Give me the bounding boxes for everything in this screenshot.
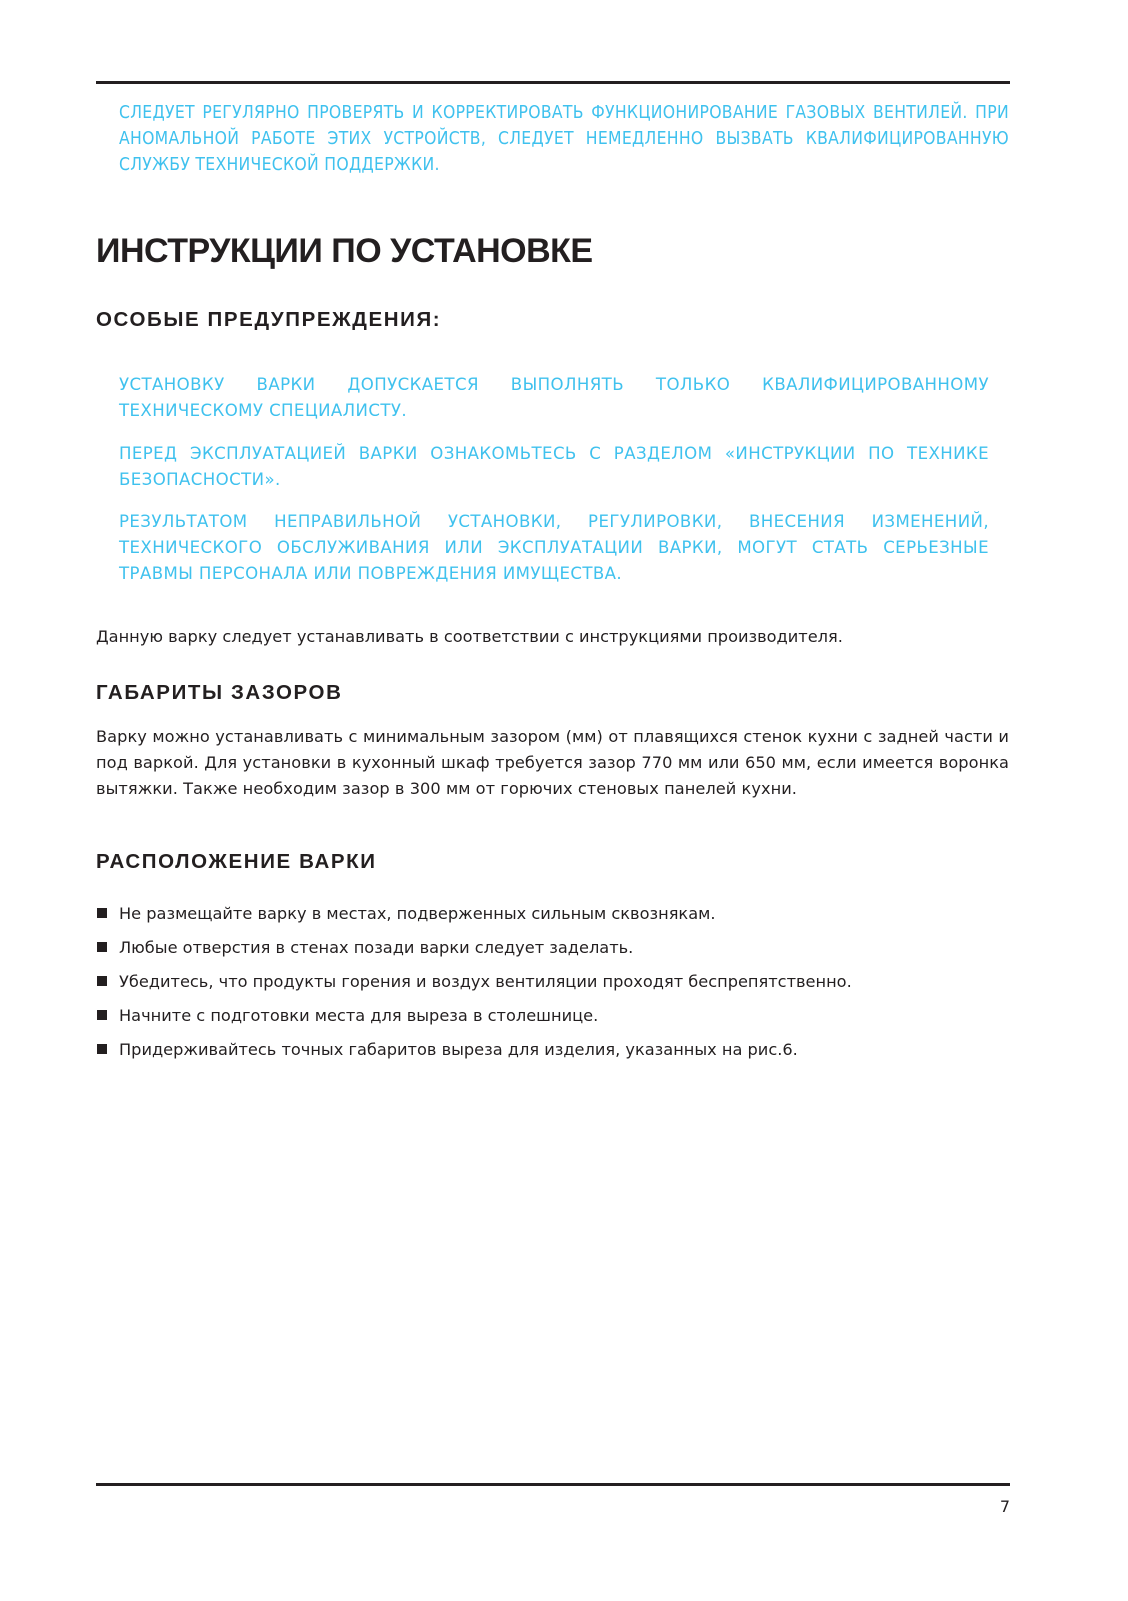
special-warning-item: РЕЗУЛЬТАТОМ НЕПРАВИЛЬНОЙ УСТАНОВКИ, РЕГУЛИРОВКИ, ВНЕСЕНИЯ ИЗМЕНЕНИЙ, ТЕХНИЧЕСКОГО ОБСЛУЖИВАНИЯ ИЛИ ЭКСПЛУАТАЦИИ ВАРКИ, МОГУТ СТАТЬ СЕРЬЕЗНЫЕ ТРАВМЫ ПЕРСОНАЛА ИЛИ ПОВРЕЖДЕНИЯ ИМУЩЕСТВА. — [119, 512, 989, 583]
list-item-text: Придерживайтесь точных габаритов выреза для изделия, указанных на рис.6. — [119, 1039, 798, 1059]
list-item — [96, 1032, 996, 1066]
square-bullet-icon — [97, 942, 107, 952]
square-bullet-icon — [97, 976, 107, 986]
placement-heading: РАСПОЛОЖЕНИЕ ВАРКИ — [96, 850, 377, 873]
clearance-heading: ГАБАРИТЫ ЗАЗОРОВ — [96, 681, 343, 704]
bottom-divider — [96, 1483, 1010, 1486]
list-item-text: Любые отверстия в стенах позади варки следует заделать. — [119, 937, 634, 957]
square-bullet-icon — [97, 1010, 107, 1020]
square-bullet-icon — [97, 908, 107, 918]
placement-bullet-list — [96, 896, 996, 1066]
list-item — [96, 998, 996, 1032]
list-item-text: Начните с подготовки места для выреза в столешнице. — [119, 1005, 599, 1025]
clearance-paragraph: Варку можно устанавливать с минимальным зазором (мм) от плавящихся стенок кухни с задней части и под варкой. Для установки в кухонный шкаф требуется зазор 770 мм или 650 мм, если имеется воронка вытяжки. Также необходим зазор в 300 мм от горючих стеновых панелей кухни. — [96, 727, 1009, 798]
special-warnings-heading: ОСОБЫЕ ПРЕДУПРЕЖДЕНИЯ: — [96, 308, 442, 331]
page-title: ИНСТРУКЦИИ ПО УСТАНОВКЕ — [96, 232, 593, 270]
gas-valve-warning: СЛЕДУЕТ РЕГУЛЯРНО ПРОВЕРЯТЬ И КОРРЕКТИРОВАТЬ ФУНКЦИОНИРОВАНИЕ ГАЗОВЫХ ВЕНТИЛЕЙ. ПРИ АНОМАЛЬНОЙ РАБОТЕ ЭТИХ УСТРОЙСТВ, СЛЕДУЕТ НЕМЕДЛЕННО ВЫЗВАТЬ КВАЛИФИЦИРОВАННУЮ СЛУЖБУ ТЕХНИЧЕСКОЙ ПОДДЕРЖКИ. — [119, 103, 1009, 175]
special-warning-item: УСТАНОВКУ ВАРКИ ДОПУСКАЕТСЯ ВЫПОЛНЯТЬ ТОЛЬКО КВАЛИФИЦИРОВАННОМУ ТЕХНИЧЕСКОМУ СПЕЦИАЛИСТУ. — [119, 375, 989, 420]
list-item — [96, 930, 996, 964]
page-number: 7 — [999, 1497, 1010, 1516]
list-item — [96, 896, 996, 930]
list-item-text: Убедитесь, что продукты горения и воздух вентиляции проходят беспрепятственно. — [119, 971, 852, 991]
square-bullet-icon — [97, 1044, 107, 1054]
top-divider — [96, 81, 1010, 84]
intro-paragraph: Данную варку следует устанавливать в соответствии с инструкциями производителя. — [96, 627, 843, 646]
list-item — [96, 964, 996, 998]
list-item-text: Не размещайте варку в местах, подверженных сильным сквознякам. — [119, 903, 716, 923]
special-warning-item: ПЕРЕД ЭКСПЛУАТАЦИЕЙ ВАРКИ ОЗНАКОМЬТЕСЬ С РАЗДЕЛОМ «ИНСТРУКЦИИ ПО ТЕХНИКЕ БЕЗОПАСНОСТИ». — [119, 444, 989, 489]
